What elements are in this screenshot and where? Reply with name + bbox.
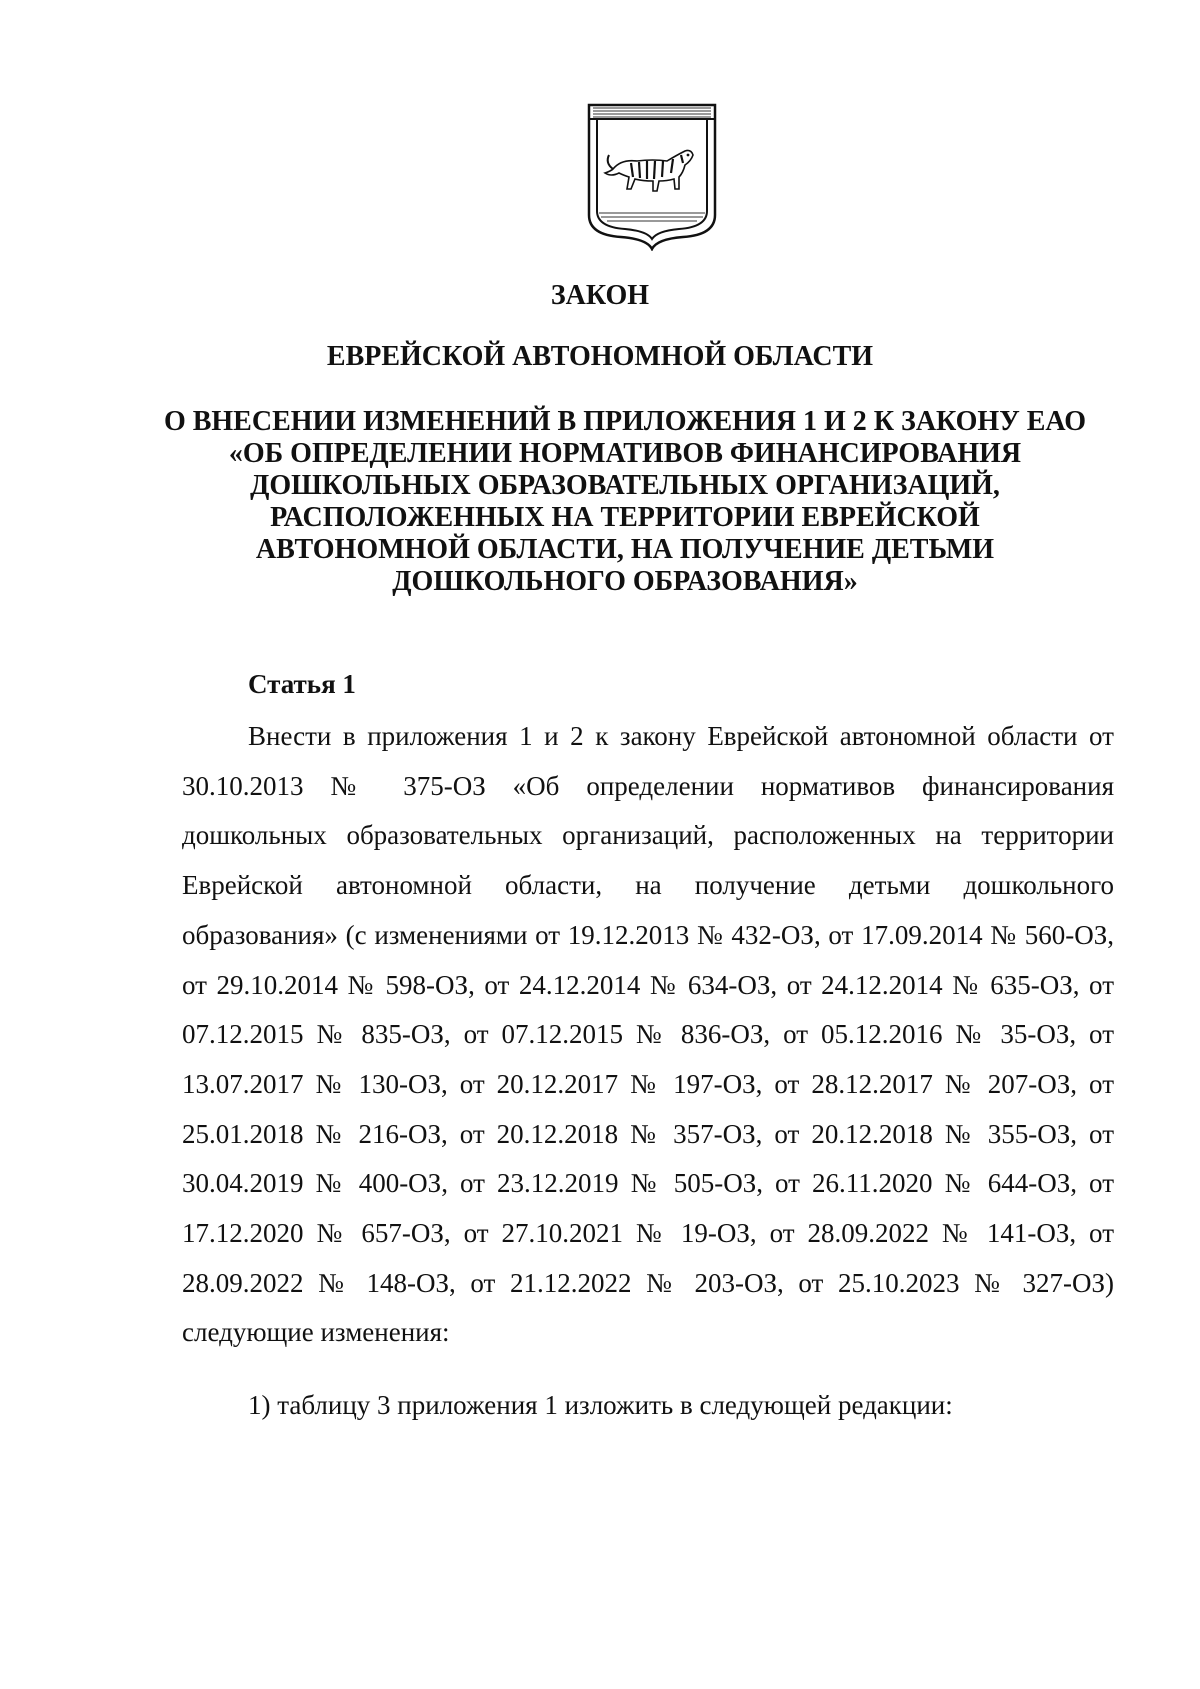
article-item-1: 1) таблицу 3 приложения 1 изложить в следующей редакции: bbox=[248, 1390, 953, 1420]
subject-line: РАСПОЛОЖЕННЫХ НА ТЕРРИТОРИИ ЕВРЕЙСКОЙ bbox=[270, 502, 980, 533]
subject-line: ДОШКОЛЬНЫХ ОБРАЗОВАТЕЛЬНЫХ ОРГАНИЗАЦИЙ, bbox=[250, 470, 1000, 501]
subject-line: «ОБ ОПРЕДЕЛЕНИИ НОРМАТИВОВ ФИНАНСИРОВАНИЯ bbox=[228, 438, 1022, 469]
tiger-coat-of-arms-icon bbox=[587, 103, 717, 251]
article-title: Статья 1 bbox=[248, 669, 356, 699]
subject-line: ДОШКОЛЬНОГО ОБРАЗОВАНИЯ» bbox=[392, 566, 858, 597]
law-title: ЗАКОН bbox=[550, 280, 650, 311]
subject-line: О ВНЕСЕНИИ ИЗМЕНЕНИЙ В ПРИЛОЖЕНИЯ 1 И 2 К ЗАКОНУ ЕАО bbox=[163, 406, 1087, 437]
article-paragraph: Внести в приложения 1 и 2 к закону Еврейской автономной области от 30.10.2013 № 375-ОЗ «Об определении нормативов финансирования дошкольных образовательных организаций, расположенных на территории Еврейской автономной области, на получение детьми дошкольного образования» (с изменениями от 19.12.2013 № 432-ОЗ, от 17.09.2014 № 560-ОЗ, от 29.10.2014 № 598-ОЗ, от 24.12.2014 № 634-ОЗ, от 24.12.2014 № 635-ОЗ, от 07.12.2015 № 835-ОЗ, от 07.12.2015 № 836-ОЗ, от 05.12.2016 № 35-ОЗ, от 13.07.2017 № 130-ОЗ, от 20.12.2017 № 197-ОЗ, от 28.12.2017 № 207-ОЗ, от 25.01.2018 № 216-ОЗ, от 20.12.2018 № 357-ОЗ, от 20.12.2018 № 355-ОЗ, от 30.04.2019 № 400-ОЗ, от 23.12.2019 № 505-ОЗ, от 26.11.2020 № 644-ОЗ, от 17.12.2020 № 657-ОЗ, от 27.10.2021 № 19-ОЗ, от 28.09.2022 № 141-ОЗ, от 28.09.2022 № 148-ОЗ, от 21.12.2022 № 203-ОЗ, от 25.10.2023 № 327-ОЗ) следующие изменения: bbox=[182, 721, 1114, 1348]
subject-line: АВТОНОМНОЙ ОБЛАСТИ, НА ПОЛУЧЕНИЕ ДЕТЬМИ bbox=[255, 534, 995, 565]
region-title: ЕВРЕЙСКОЙ АВТОНОМНОЙ ОБЛАСТИ bbox=[326, 341, 874, 372]
law-subject-title bbox=[150, 406, 1100, 598]
